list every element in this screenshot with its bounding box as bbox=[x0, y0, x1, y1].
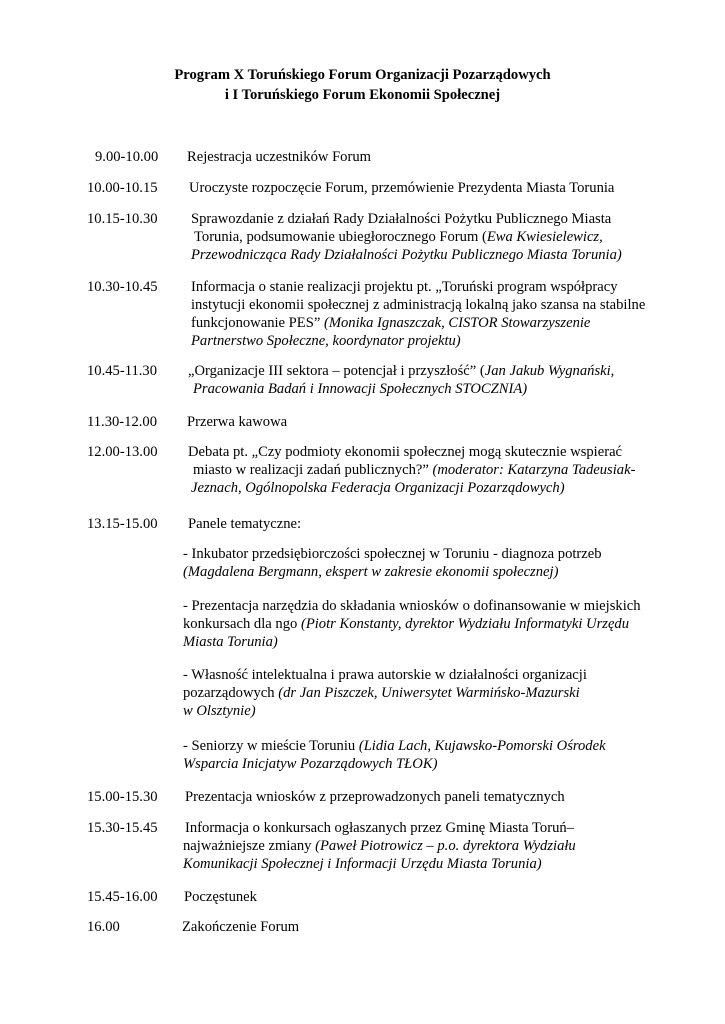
agenda-time: 10.30-10.45 bbox=[87, 279, 158, 295]
agenda-text: Przerwa kawowa bbox=[187, 414, 288, 430]
agenda-speaker: (Piotr Konstanty, dyrektor Wydziału Informatyki Urzędu bbox=[300, 616, 630, 632]
agenda-speaker: (Paweł Piotrowicz – p.o. dyrektora Wydziału bbox=[315, 838, 576, 854]
agenda-line bbox=[191, 314, 590, 332]
agenda-text: instytucji ekonomii społecznej z administracją lokalną jako szansa na stabilne bbox=[191, 297, 646, 313]
agenda-speaker: Jeznach, Ogólnopolska Federacja Organizacji Pozarządowych) bbox=[191, 480, 565, 496]
agenda-text: - Inkubator przedsiębiorczości społecznej w Toruniu - diagnoza potrzeb bbox=[183, 546, 602, 562]
agenda-text: Poczęstunek bbox=[184, 889, 257, 905]
agenda-text: najważniejsze zmiany bbox=[183, 838, 316, 854]
agenda-line bbox=[191, 278, 618, 296]
agenda-line bbox=[183, 837, 576, 855]
agenda-speaker: (Lidia Lach, Kujawsko-Pomorski Ośrodek bbox=[358, 738, 606, 754]
agenda-line bbox=[191, 210, 611, 228]
agenda-text: Rejestracja uczestników Forum bbox=[187, 149, 371, 165]
agenda-text: - Prezentacja narzędzia do składania wniosków o dofinansowanie w miejskich bbox=[183, 598, 641, 614]
agenda-text: Prezentacja wniosków z przeprowadzonych paneli tematycznych bbox=[185, 789, 565, 805]
agenda-line bbox=[183, 615, 629, 633]
agenda-line bbox=[183, 633, 278, 651]
agenda-text: funkcjonowanie PES” bbox=[191, 315, 324, 331]
agenda-line bbox=[187, 413, 287, 431]
agenda-line bbox=[183, 737, 606, 755]
title-line-2: i I Toruńskiego Forum Ekonomii Społecznej bbox=[224, 87, 501, 103]
agenda-text: Informacja o konkursach ogłaszanych przez Gminę Miasta Toruń– bbox=[185, 820, 574, 836]
agenda-text: Zakończenie Forum bbox=[182, 919, 300, 935]
agenda-line bbox=[191, 479, 565, 497]
agenda-line bbox=[185, 819, 574, 837]
agenda-line bbox=[183, 597, 641, 615]
agenda-line bbox=[183, 702, 256, 720]
agenda-time: 9.00-10.00 bbox=[95, 149, 159, 165]
agenda-text: - Własność intelektualna i prawa autorskie w działalności organizacji bbox=[183, 667, 587, 683]
agenda-text: Debata pt. „Czy podmioty ekonomii społecznej mogą skutecznie wspierać bbox=[188, 444, 623, 460]
agenda-line bbox=[193, 461, 635, 479]
agenda-time: 13.15-15.00 bbox=[87, 516, 158, 532]
agenda-speaker: Miasta Torunia) bbox=[183, 634, 278, 650]
agenda-line bbox=[183, 563, 558, 581]
agenda-time: 15.00-15.30 bbox=[87, 789, 158, 805]
agenda-speaker: (moderator: Katarzyna Tadeusiak- bbox=[432, 462, 636, 478]
agenda-time: 10.15-10.30 bbox=[87, 211, 158, 227]
agenda-text: konkursach dla ngo bbox=[183, 616, 301, 632]
agenda-line bbox=[183, 545, 602, 563]
agenda-time: 12.00-13.00 bbox=[87, 444, 158, 460]
agenda-text: - Seniorzy w mieście Toruniu bbox=[183, 738, 359, 754]
agenda-line bbox=[183, 684, 580, 702]
agenda-text: pozarządowych bbox=[183, 685, 279, 701]
agenda-speaker: Partnerstwo Społeczne, koordynator projektu) bbox=[191, 333, 461, 349]
agenda-line bbox=[191, 332, 461, 350]
agenda-speaker: (Magdalena Bergmann, ekspert w zakresie ekonomii społecznej) bbox=[183, 564, 559, 580]
agenda-time: 15.30-15.45 bbox=[87, 820, 158, 836]
agenda-speaker: w Olsztynie) bbox=[183, 703, 256, 719]
agenda-line bbox=[189, 179, 614, 197]
agenda-time: 15.45-16.00 bbox=[87, 889, 158, 905]
agenda-speaker: Jan Jakub Wygnański, bbox=[484, 363, 615, 379]
agenda-line bbox=[188, 443, 622, 461]
agenda-time: 10.00-10.15 bbox=[87, 180, 158, 196]
agenda-text: miasto w realizacji zadań publicznych?” bbox=[193, 462, 433, 478]
agenda-text: Panele tematyczne: bbox=[188, 516, 302, 532]
agenda-time: 16.00 bbox=[87, 919, 120, 935]
agenda-time: 11.30-12.00 bbox=[87, 414, 157, 430]
agenda-speaker: Komunikacji Społecznej i Informacji Urzędu Miasta Torunia) bbox=[183, 856, 542, 872]
agenda-line bbox=[183, 855, 542, 873]
agenda-time: 10.45-11.30 bbox=[87, 363, 157, 379]
agenda-line bbox=[183, 666, 587, 684]
agenda-speaker: (Monika Ignaszczak, CISTOR Stowarzyszenie bbox=[323, 315, 591, 331]
agenda-text: „Organizacje III sektora – potencjał i przyszłość” ( bbox=[188, 363, 485, 379]
agenda-speaker: (dr Jan Piszczek, Uniwersytet Warmińsko-Mazurski bbox=[278, 685, 580, 701]
agenda-line bbox=[187, 148, 371, 166]
agenda-line bbox=[184, 888, 257, 906]
agenda-text: Informacja o stanie realizacji projektu pt. „Toruński program współpracy bbox=[191, 279, 618, 295]
agenda-speaker: Wsparcia Inicjatyw Pozarządowych TŁOK) bbox=[183, 756, 438, 772]
agenda-speaker: Pracowania Badań i Innowacji Społecznych STOCZNIA) bbox=[193, 381, 528, 397]
title-line-1: Program X Toruńskiego Forum Organizacji Pozarządowych bbox=[174, 67, 551, 83]
agenda-line bbox=[182, 918, 299, 936]
agenda-text: Uroczyste rozpoczęcie Forum, przemówienie Prezydenta Miasta Torunia bbox=[189, 180, 615, 196]
agenda-speaker: Ewa Kwiesielewicz, bbox=[486, 229, 603, 245]
agenda-speaker: Przewodnicząca Rady Działalności Pożytku Publicznego Miasta Torunia) bbox=[191, 247, 622, 263]
agenda-line bbox=[194, 228, 603, 246]
agenda-line bbox=[185, 788, 565, 806]
agenda-line bbox=[193, 380, 527, 398]
agenda-text: Sprawozdanie z działań Rady Działalności Pożytku Publicznego Miasta bbox=[191, 211, 612, 227]
agenda-text: Torunia, podsumowanie ubiegłorocznego Forum ( bbox=[194, 229, 487, 245]
agenda-line bbox=[191, 296, 645, 314]
agenda-line bbox=[188, 362, 614, 380]
agenda-line bbox=[188, 515, 301, 533]
agenda-line bbox=[183, 755, 437, 773]
agenda-line bbox=[191, 246, 622, 264]
